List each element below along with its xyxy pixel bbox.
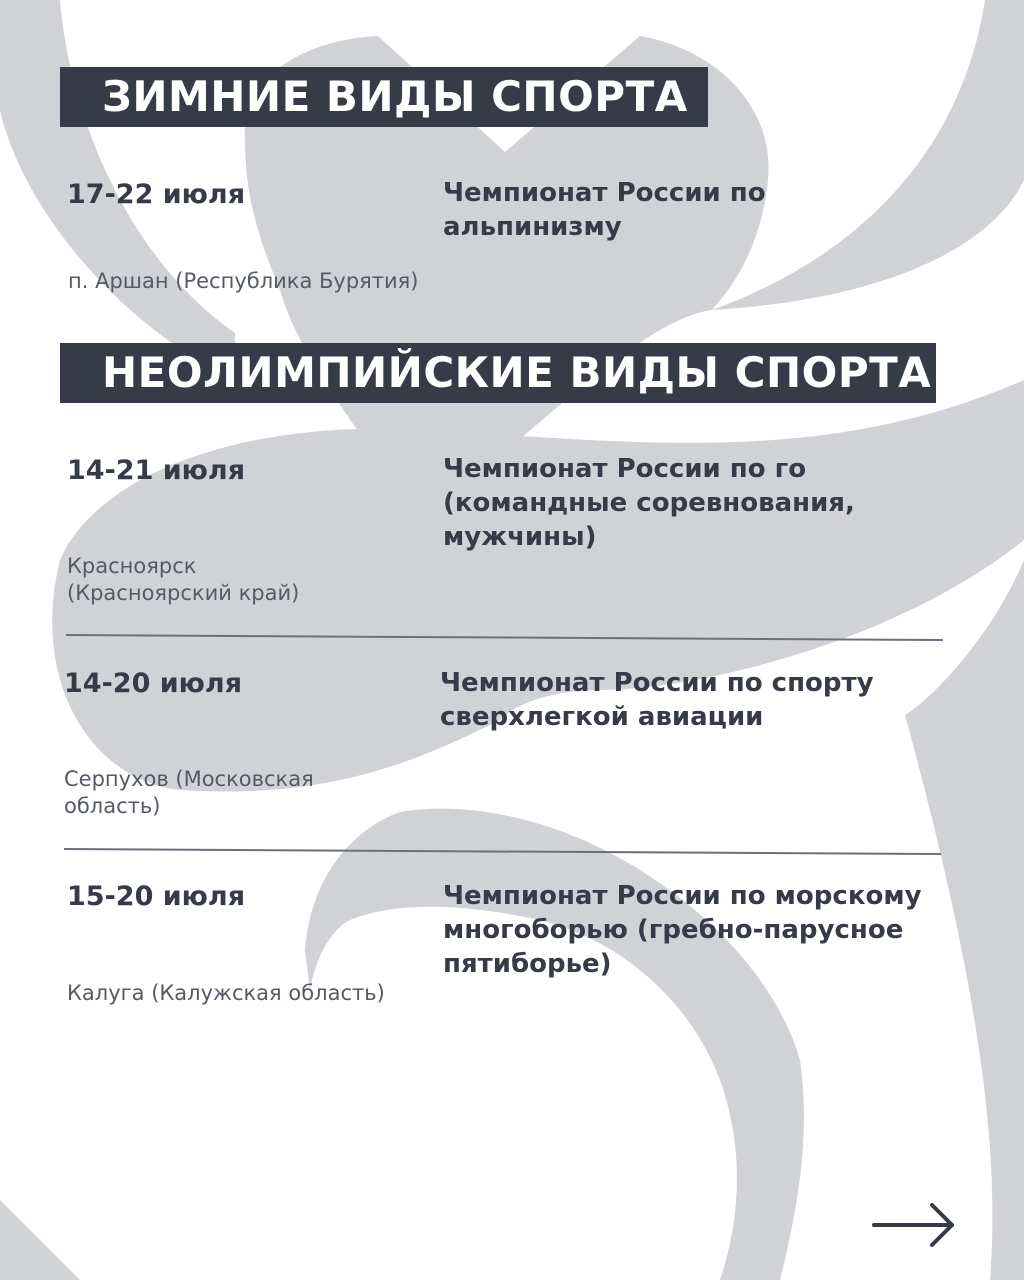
event-location: Калуга (Калужская область) [67,981,385,1005]
event-date: 14-20 июля [64,668,243,699]
event-title: Чемпионат России по альпинизму [443,178,766,242]
event-date: 17-22 июля [67,179,246,210]
event-date: 14-21 июля [67,455,246,486]
event-date: 15-20 июля [67,881,246,912]
event-location: Красноярск (Красноярский край) [67,554,300,605]
arrow-right-icon[interactable] [872,1200,958,1250]
section-heading-non-olympic: НЕОЛИМПИЙСКИЕ ВИДЫ СПОРТА [60,343,936,403]
event-location: Серпухов (Московская область) [64,767,314,818]
section-heading-winter: ЗИМНИЕ ВИДЫ СПОРТА [60,67,708,127]
event-title: Чемпионат России по морскому многоборью (гребно-парусное пятиборье) [443,881,922,979]
event-location: п. Аршан (Республика Бурятия) [68,269,419,293]
event-title: Чемпионат России по го (командные соревнования, мужчины) [443,454,855,552]
event-title: Чемпионат России по спорту сверхлегкой авиации [440,668,874,732]
